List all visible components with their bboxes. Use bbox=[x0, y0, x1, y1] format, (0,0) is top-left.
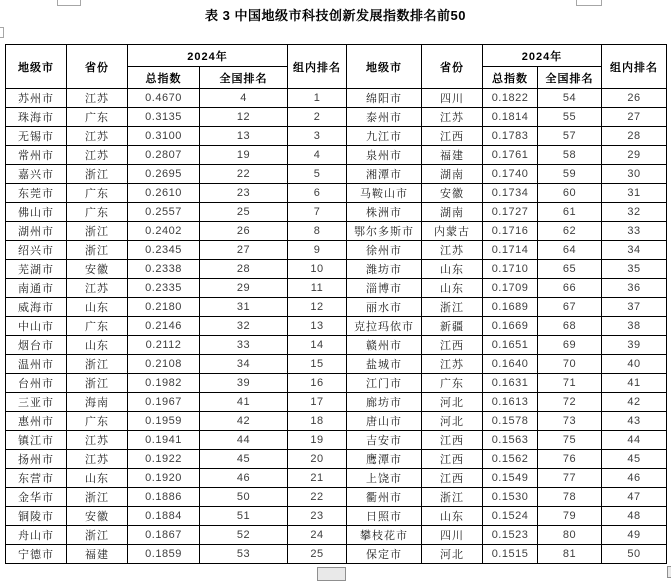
page-edge-marker-left bbox=[0, 27, 4, 38]
national-rank-cell: 62 bbox=[538, 222, 602, 241]
province-cell: 江苏 bbox=[422, 241, 483, 260]
province-cell: 广东 bbox=[67, 412, 128, 431]
table-row bbox=[6, 279, 667, 298]
national-rank-cell: 42 bbox=[200, 412, 288, 431]
national-rank-cell: 64 bbox=[538, 241, 602, 260]
city-cell: 淄博市 bbox=[347, 279, 422, 298]
city-cell: 苏州市 bbox=[6, 89, 67, 108]
province-cell: 山东 bbox=[422, 260, 483, 279]
province-cell: 安徽 bbox=[422, 184, 483, 203]
province-cell: 广东 bbox=[67, 317, 128, 336]
national-rank-cell: 32 bbox=[200, 317, 288, 336]
province-cell: 浙江 bbox=[67, 374, 128, 393]
table-header bbox=[6, 45, 667, 89]
city-cell: 唐山市 bbox=[347, 412, 422, 431]
group-rank-cell: 34 bbox=[602, 241, 667, 260]
page-edge-marker-top-left bbox=[57, 0, 81, 6]
table-row bbox=[6, 222, 667, 241]
table-row bbox=[6, 184, 667, 203]
national-rank-cell: 23 bbox=[200, 184, 288, 203]
city-cell: 舟山市 bbox=[6, 526, 67, 545]
table-row bbox=[6, 374, 667, 393]
national-rank-cell: 60 bbox=[538, 184, 602, 203]
city-cell: 丽水市 bbox=[347, 298, 422, 317]
province-cell: 广东 bbox=[67, 203, 128, 222]
index-cell: 0.1714 bbox=[483, 241, 538, 260]
group-rank-cell: 11 bbox=[288, 279, 347, 298]
city-cell: 嘉兴市 bbox=[6, 165, 67, 184]
national-rank-cell: 22 bbox=[200, 165, 288, 184]
group-rank-cell: 36 bbox=[602, 279, 667, 298]
index-cell: 0.2180 bbox=[128, 298, 200, 317]
province-cell: 江西 bbox=[422, 336, 483, 355]
province-cell: 河北 bbox=[422, 545, 483, 564]
group-rank-cell: 3 bbox=[288, 127, 347, 146]
national-rank-cell: 68 bbox=[538, 317, 602, 336]
group-rank-cell: 42 bbox=[602, 393, 667, 412]
national-rank-cell: 69 bbox=[538, 336, 602, 355]
province-cell: 广东 bbox=[67, 108, 128, 127]
group-rank-cell: 23 bbox=[288, 507, 347, 526]
province-cell: 江苏 bbox=[67, 127, 128, 146]
index-cell: 0.1941 bbox=[128, 431, 200, 450]
national-rank-cell: 4 bbox=[200, 89, 288, 108]
page-edge-marker-bottom-right bbox=[667, 566, 671, 578]
index-cell: 0.1710 bbox=[483, 260, 538, 279]
table-row bbox=[6, 317, 667, 336]
city-cell: 铜陵市 bbox=[6, 507, 67, 526]
group-rank-cell: 39 bbox=[602, 336, 667, 355]
city-cell: 株洲市 bbox=[347, 203, 422, 222]
group-rank-cell: 9 bbox=[288, 241, 347, 260]
national-rank-cell: 61 bbox=[538, 203, 602, 222]
province-cell: 山东 bbox=[67, 469, 128, 488]
province-cell: 浙江 bbox=[67, 241, 128, 260]
index-cell: 0.1920 bbox=[128, 469, 200, 488]
national-rank-cell: 44 bbox=[200, 431, 288, 450]
province-cell: 江苏 bbox=[67, 450, 128, 469]
table-row bbox=[6, 450, 667, 469]
national-rank-cell: 13 bbox=[200, 127, 288, 146]
group-rank-cell: 37 bbox=[602, 298, 667, 317]
province-cell: 江苏 bbox=[67, 431, 128, 450]
city-cell: 珠海市 bbox=[6, 108, 67, 127]
index-cell: 0.2557 bbox=[128, 203, 200, 222]
national-rank-cell: 25 bbox=[200, 203, 288, 222]
table-row bbox=[6, 488, 667, 507]
index-cell: 0.1578 bbox=[483, 412, 538, 431]
index-cell: 0.2345 bbox=[128, 241, 200, 260]
province-cell: 河北 bbox=[422, 412, 483, 431]
ranking-table bbox=[5, 44, 667, 564]
national-rank-cell: 71 bbox=[538, 374, 602, 393]
province-cell: 湖南 bbox=[422, 203, 483, 222]
national-rank-cell: 76 bbox=[538, 450, 602, 469]
national-rank-cell: 52 bbox=[200, 526, 288, 545]
city-cell: 泰州市 bbox=[347, 108, 422, 127]
index-cell: 0.1651 bbox=[483, 336, 538, 355]
province-cell: 福建 bbox=[422, 146, 483, 165]
group-rank-cell: 8 bbox=[288, 222, 347, 241]
national-rank-cell: 57 bbox=[538, 127, 602, 146]
national-rank-cell: 59 bbox=[538, 165, 602, 184]
national-rank-cell: 55 bbox=[538, 108, 602, 127]
group-rank-cell: 45 bbox=[602, 450, 667, 469]
province-cell: 江西 bbox=[422, 431, 483, 450]
city-cell: 攀枝花市 bbox=[347, 526, 422, 545]
national-rank-cell: 39 bbox=[200, 374, 288, 393]
group-rank-cell: 1 bbox=[288, 89, 347, 108]
index-cell: 0.1523 bbox=[483, 526, 538, 545]
group-rank-cell: 15 bbox=[288, 355, 347, 374]
province-cell: 浙江 bbox=[67, 355, 128, 374]
index-cell: 0.2112 bbox=[128, 336, 200, 355]
header-row-1 bbox=[6, 45, 667, 67]
group-rank-cell: 25 bbox=[288, 545, 347, 564]
index-cell: 0.1515 bbox=[483, 545, 538, 564]
province-cell: 江西 bbox=[422, 450, 483, 469]
city-cell: 衢州市 bbox=[347, 488, 422, 507]
group-rank-cell: 18 bbox=[288, 412, 347, 431]
index-cell: 0.1734 bbox=[483, 184, 538, 203]
group-rank-cell: 19 bbox=[288, 431, 347, 450]
index-cell: 0.1886 bbox=[128, 488, 200, 507]
city-cell: 扬州市 bbox=[6, 450, 67, 469]
city-cell: 马鞍山市 bbox=[347, 184, 422, 203]
group-rank-cell: 40 bbox=[602, 355, 667, 374]
province-cell: 湖南 bbox=[422, 165, 483, 184]
group-rank-cell: 38 bbox=[602, 317, 667, 336]
city-cell: 烟台市 bbox=[6, 336, 67, 355]
group-rank-cell: 26 bbox=[602, 89, 667, 108]
table-row bbox=[6, 146, 667, 165]
province-cell: 广东 bbox=[422, 374, 483, 393]
index-cell: 0.1640 bbox=[483, 355, 538, 374]
header-city-right: 地级市 bbox=[347, 45, 422, 89]
header-index-right: 总指数 bbox=[483, 67, 538, 89]
province-cell: 江西 bbox=[422, 127, 483, 146]
group-rank-cell: 32 bbox=[602, 203, 667, 222]
city-cell: 上饶市 bbox=[347, 469, 422, 488]
group-rank-cell: 5 bbox=[288, 165, 347, 184]
table-row bbox=[6, 89, 667, 108]
header-national-rank-left: 全国排名 bbox=[200, 67, 288, 89]
index-cell: 0.1783 bbox=[483, 127, 538, 146]
city-cell: 佛山市 bbox=[6, 203, 67, 222]
header-city-left: 地级市 bbox=[6, 45, 67, 89]
index-cell: 0.1669 bbox=[483, 317, 538, 336]
table-row bbox=[6, 393, 667, 412]
province-cell: 江苏 bbox=[67, 279, 128, 298]
header-province-right: 省份 bbox=[422, 45, 483, 89]
index-cell: 0.1549 bbox=[483, 469, 538, 488]
national-rank-cell: 28 bbox=[200, 260, 288, 279]
page-edge-marker-top-right bbox=[576, 0, 602, 6]
province-cell: 四川 bbox=[422, 526, 483, 545]
national-rank-cell: 53 bbox=[200, 545, 288, 564]
city-cell: 盐城市 bbox=[347, 355, 422, 374]
table-row bbox=[6, 545, 667, 564]
national-rank-cell: 27 bbox=[200, 241, 288, 260]
group-rank-cell: 21 bbox=[288, 469, 347, 488]
province-cell: 浙江 bbox=[422, 298, 483, 317]
group-rank-cell: 10 bbox=[288, 260, 347, 279]
city-cell: 吉安市 bbox=[347, 431, 422, 450]
table-row bbox=[6, 355, 667, 374]
city-cell: 南通市 bbox=[6, 279, 67, 298]
table-row bbox=[6, 165, 667, 184]
table-row bbox=[6, 127, 667, 146]
city-cell: 东营市 bbox=[6, 469, 67, 488]
index-cell: 0.1716 bbox=[483, 222, 538, 241]
province-cell: 山东 bbox=[67, 298, 128, 317]
national-rank-cell: 51 bbox=[200, 507, 288, 526]
city-cell: 绵阳市 bbox=[347, 89, 422, 108]
national-rank-cell: 46 bbox=[200, 469, 288, 488]
city-cell: 金华市 bbox=[6, 488, 67, 507]
city-cell: 湘潭市 bbox=[347, 165, 422, 184]
province-cell: 江苏 bbox=[67, 89, 128, 108]
index-cell: 0.1613 bbox=[483, 393, 538, 412]
city-cell: 温州市 bbox=[6, 355, 67, 374]
province-cell: 广东 bbox=[67, 184, 128, 203]
group-rank-cell: 29 bbox=[602, 146, 667, 165]
province-cell: 山东 bbox=[422, 507, 483, 526]
group-rank-cell: 27 bbox=[602, 108, 667, 127]
index-cell: 0.1709 bbox=[483, 279, 538, 298]
city-cell: 常州市 bbox=[6, 146, 67, 165]
group-rank-cell: 30 bbox=[602, 165, 667, 184]
index-cell: 0.1967 bbox=[128, 393, 200, 412]
group-rank-cell: 22 bbox=[288, 488, 347, 507]
index-cell: 0.2807 bbox=[128, 146, 200, 165]
header-province-left: 省份 bbox=[67, 45, 128, 89]
city-cell: 泉州市 bbox=[347, 146, 422, 165]
group-rank-cell: 24 bbox=[288, 526, 347, 545]
index-cell: 0.2695 bbox=[128, 165, 200, 184]
group-rank-cell: 41 bbox=[602, 374, 667, 393]
national-rank-cell: 80 bbox=[538, 526, 602, 545]
city-cell: 无锡市 bbox=[6, 127, 67, 146]
group-rank-cell: 4 bbox=[288, 146, 347, 165]
index-cell: 0.1562 bbox=[483, 450, 538, 469]
province-cell: 浙江 bbox=[67, 222, 128, 241]
index-cell: 0.3135 bbox=[128, 108, 200, 127]
header-index-left: 总指数 bbox=[128, 67, 200, 89]
table-row bbox=[6, 336, 667, 355]
national-rank-cell: 34 bbox=[200, 355, 288, 374]
group-rank-cell: 7 bbox=[288, 203, 347, 222]
header-group-rank-left: 组内排名 bbox=[288, 45, 347, 89]
city-cell: 宁德市 bbox=[6, 545, 67, 564]
national-rank-cell: 81 bbox=[538, 545, 602, 564]
province-cell: 浙江 bbox=[67, 165, 128, 184]
city-cell: 赣州市 bbox=[347, 336, 422, 355]
index-cell: 0.1922 bbox=[128, 450, 200, 469]
group-rank-cell: 49 bbox=[602, 526, 667, 545]
city-cell: 九江市 bbox=[347, 127, 422, 146]
national-rank-cell: 58 bbox=[538, 146, 602, 165]
province-cell: 内蒙古 bbox=[422, 222, 483, 241]
province-cell: 山东 bbox=[67, 336, 128, 355]
city-cell: 东莞市 bbox=[6, 184, 67, 203]
index-cell: 0.1982 bbox=[128, 374, 200, 393]
province-cell: 安徽 bbox=[67, 507, 128, 526]
national-rank-cell: 66 bbox=[538, 279, 602, 298]
index-cell: 0.1867 bbox=[128, 526, 200, 545]
national-rank-cell: 75 bbox=[538, 431, 602, 450]
index-cell: 0.2108 bbox=[128, 355, 200, 374]
group-rank-cell: 31 bbox=[602, 184, 667, 203]
index-cell: 0.1959 bbox=[128, 412, 200, 431]
city-cell: 鄂尔多斯市 bbox=[347, 222, 422, 241]
province-cell: 福建 bbox=[67, 545, 128, 564]
province-cell: 江苏 bbox=[422, 108, 483, 127]
province-cell: 江苏 bbox=[422, 355, 483, 374]
header-national-rank-right: 全国排名 bbox=[538, 67, 602, 89]
group-rank-cell: 48 bbox=[602, 507, 667, 526]
group-rank-cell: 16 bbox=[288, 374, 347, 393]
province-cell: 江苏 bbox=[67, 146, 128, 165]
group-rank-cell: 6 bbox=[288, 184, 347, 203]
index-cell: 0.1884 bbox=[128, 507, 200, 526]
city-cell: 惠州市 bbox=[6, 412, 67, 431]
index-cell: 0.2146 bbox=[128, 317, 200, 336]
city-cell: 威海市 bbox=[6, 298, 67, 317]
national-rank-cell: 67 bbox=[538, 298, 602, 317]
index-cell: 0.1761 bbox=[483, 146, 538, 165]
national-rank-cell: 54 bbox=[538, 89, 602, 108]
city-cell: 绍兴市 bbox=[6, 241, 67, 260]
national-rank-cell: 77 bbox=[538, 469, 602, 488]
province-cell: 浙江 bbox=[67, 488, 128, 507]
city-cell: 江门市 bbox=[347, 374, 422, 393]
table-row bbox=[6, 260, 667, 279]
city-cell: 中山市 bbox=[6, 317, 67, 336]
index-cell: 0.1689 bbox=[483, 298, 538, 317]
table-row bbox=[6, 526, 667, 545]
table-row bbox=[6, 507, 667, 526]
national-rank-cell: 73 bbox=[538, 412, 602, 431]
group-rank-cell: 28 bbox=[602, 127, 667, 146]
city-cell: 镇江市 bbox=[6, 431, 67, 450]
table-row bbox=[6, 431, 667, 450]
group-rank-cell: 46 bbox=[602, 469, 667, 488]
group-rank-cell: 33 bbox=[602, 222, 667, 241]
group-rank-cell: 35 bbox=[602, 260, 667, 279]
city-cell: 克拉玛依市 bbox=[347, 317, 422, 336]
index-cell: 0.2335 bbox=[128, 279, 200, 298]
city-cell: 徐州市 bbox=[347, 241, 422, 260]
index-cell: 0.1727 bbox=[483, 203, 538, 222]
national-rank-cell: 72 bbox=[538, 393, 602, 412]
national-rank-cell: 65 bbox=[538, 260, 602, 279]
group-rank-cell: 13 bbox=[288, 317, 347, 336]
table-title: 表 3 中国地级市科技创新发展指数排名前50 bbox=[205, 8, 466, 23]
group-rank-cell: 20 bbox=[288, 450, 347, 469]
index-cell: 0.1631 bbox=[483, 374, 538, 393]
province-cell: 江西 bbox=[422, 469, 483, 488]
province-cell: 河北 bbox=[422, 393, 483, 412]
index-cell: 0.1814 bbox=[483, 108, 538, 127]
national-rank-cell: 78 bbox=[538, 488, 602, 507]
national-rank-cell: 70 bbox=[538, 355, 602, 374]
table-row bbox=[6, 241, 667, 260]
index-cell: 0.1822 bbox=[483, 89, 538, 108]
province-cell: 安徽 bbox=[67, 260, 128, 279]
group-rank-cell: 2 bbox=[288, 108, 347, 127]
header-year-right: 2024年 bbox=[483, 45, 602, 67]
province-cell: 四川 bbox=[422, 89, 483, 108]
city-cell: 芜湖市 bbox=[6, 260, 67, 279]
group-rank-cell: 47 bbox=[602, 488, 667, 507]
table-row bbox=[6, 469, 667, 488]
group-rank-cell: 43 bbox=[602, 412, 667, 431]
city-cell: 湖州市 bbox=[6, 222, 67, 241]
page-edge-marker-bottom-center bbox=[317, 567, 346, 581]
index-cell: 0.1530 bbox=[483, 488, 538, 507]
province-cell: 浙江 bbox=[422, 488, 483, 507]
table-row bbox=[6, 298, 667, 317]
national-rank-cell: 26 bbox=[200, 222, 288, 241]
city-cell: 鹰潭市 bbox=[347, 450, 422, 469]
group-rank-cell: 14 bbox=[288, 336, 347, 355]
table-body bbox=[6, 89, 667, 564]
national-rank-cell: 41 bbox=[200, 393, 288, 412]
national-rank-cell: 12 bbox=[200, 108, 288, 127]
national-rank-cell: 29 bbox=[200, 279, 288, 298]
national-rank-cell: 45 bbox=[200, 450, 288, 469]
index-cell: 0.2610 bbox=[128, 184, 200, 203]
group-rank-cell: 44 bbox=[602, 431, 667, 450]
index-cell: 0.2402 bbox=[128, 222, 200, 241]
table-row bbox=[6, 108, 667, 127]
national-rank-cell: 19 bbox=[200, 146, 288, 165]
city-cell: 台州市 bbox=[6, 374, 67, 393]
table-row bbox=[6, 203, 667, 222]
index-cell: 0.1524 bbox=[483, 507, 538, 526]
province-cell: 新疆 bbox=[422, 317, 483, 336]
table-row bbox=[6, 412, 667, 431]
header-year-left: 2024年 bbox=[128, 45, 288, 67]
index-cell: 0.3100 bbox=[128, 127, 200, 146]
index-cell: 0.1859 bbox=[128, 545, 200, 564]
province-cell: 浙江 bbox=[67, 526, 128, 545]
city-cell: 保定市 bbox=[347, 545, 422, 564]
province-cell: 山东 bbox=[422, 279, 483, 298]
index-cell: 0.4670 bbox=[128, 89, 200, 108]
city-cell: 潍坊市 bbox=[347, 260, 422, 279]
national-rank-cell: 50 bbox=[200, 488, 288, 507]
city-cell: 廊坊市 bbox=[347, 393, 422, 412]
national-rank-cell: 31 bbox=[200, 298, 288, 317]
national-rank-cell: 33 bbox=[200, 336, 288, 355]
index-cell: 0.1740 bbox=[483, 165, 538, 184]
national-rank-cell: 79 bbox=[538, 507, 602, 526]
index-cell: 0.2338 bbox=[128, 260, 200, 279]
group-rank-cell: 17 bbox=[288, 393, 347, 412]
group-rank-cell: 12 bbox=[288, 298, 347, 317]
province-cell: 海南 bbox=[67, 393, 128, 412]
header-group-rank-right: 组内排名 bbox=[602, 45, 667, 89]
group-rank-cell: 50 bbox=[602, 545, 667, 564]
city-cell: 日照市 bbox=[347, 507, 422, 526]
city-cell: 三亚市 bbox=[6, 393, 67, 412]
index-cell: 0.1563 bbox=[483, 431, 538, 450]
